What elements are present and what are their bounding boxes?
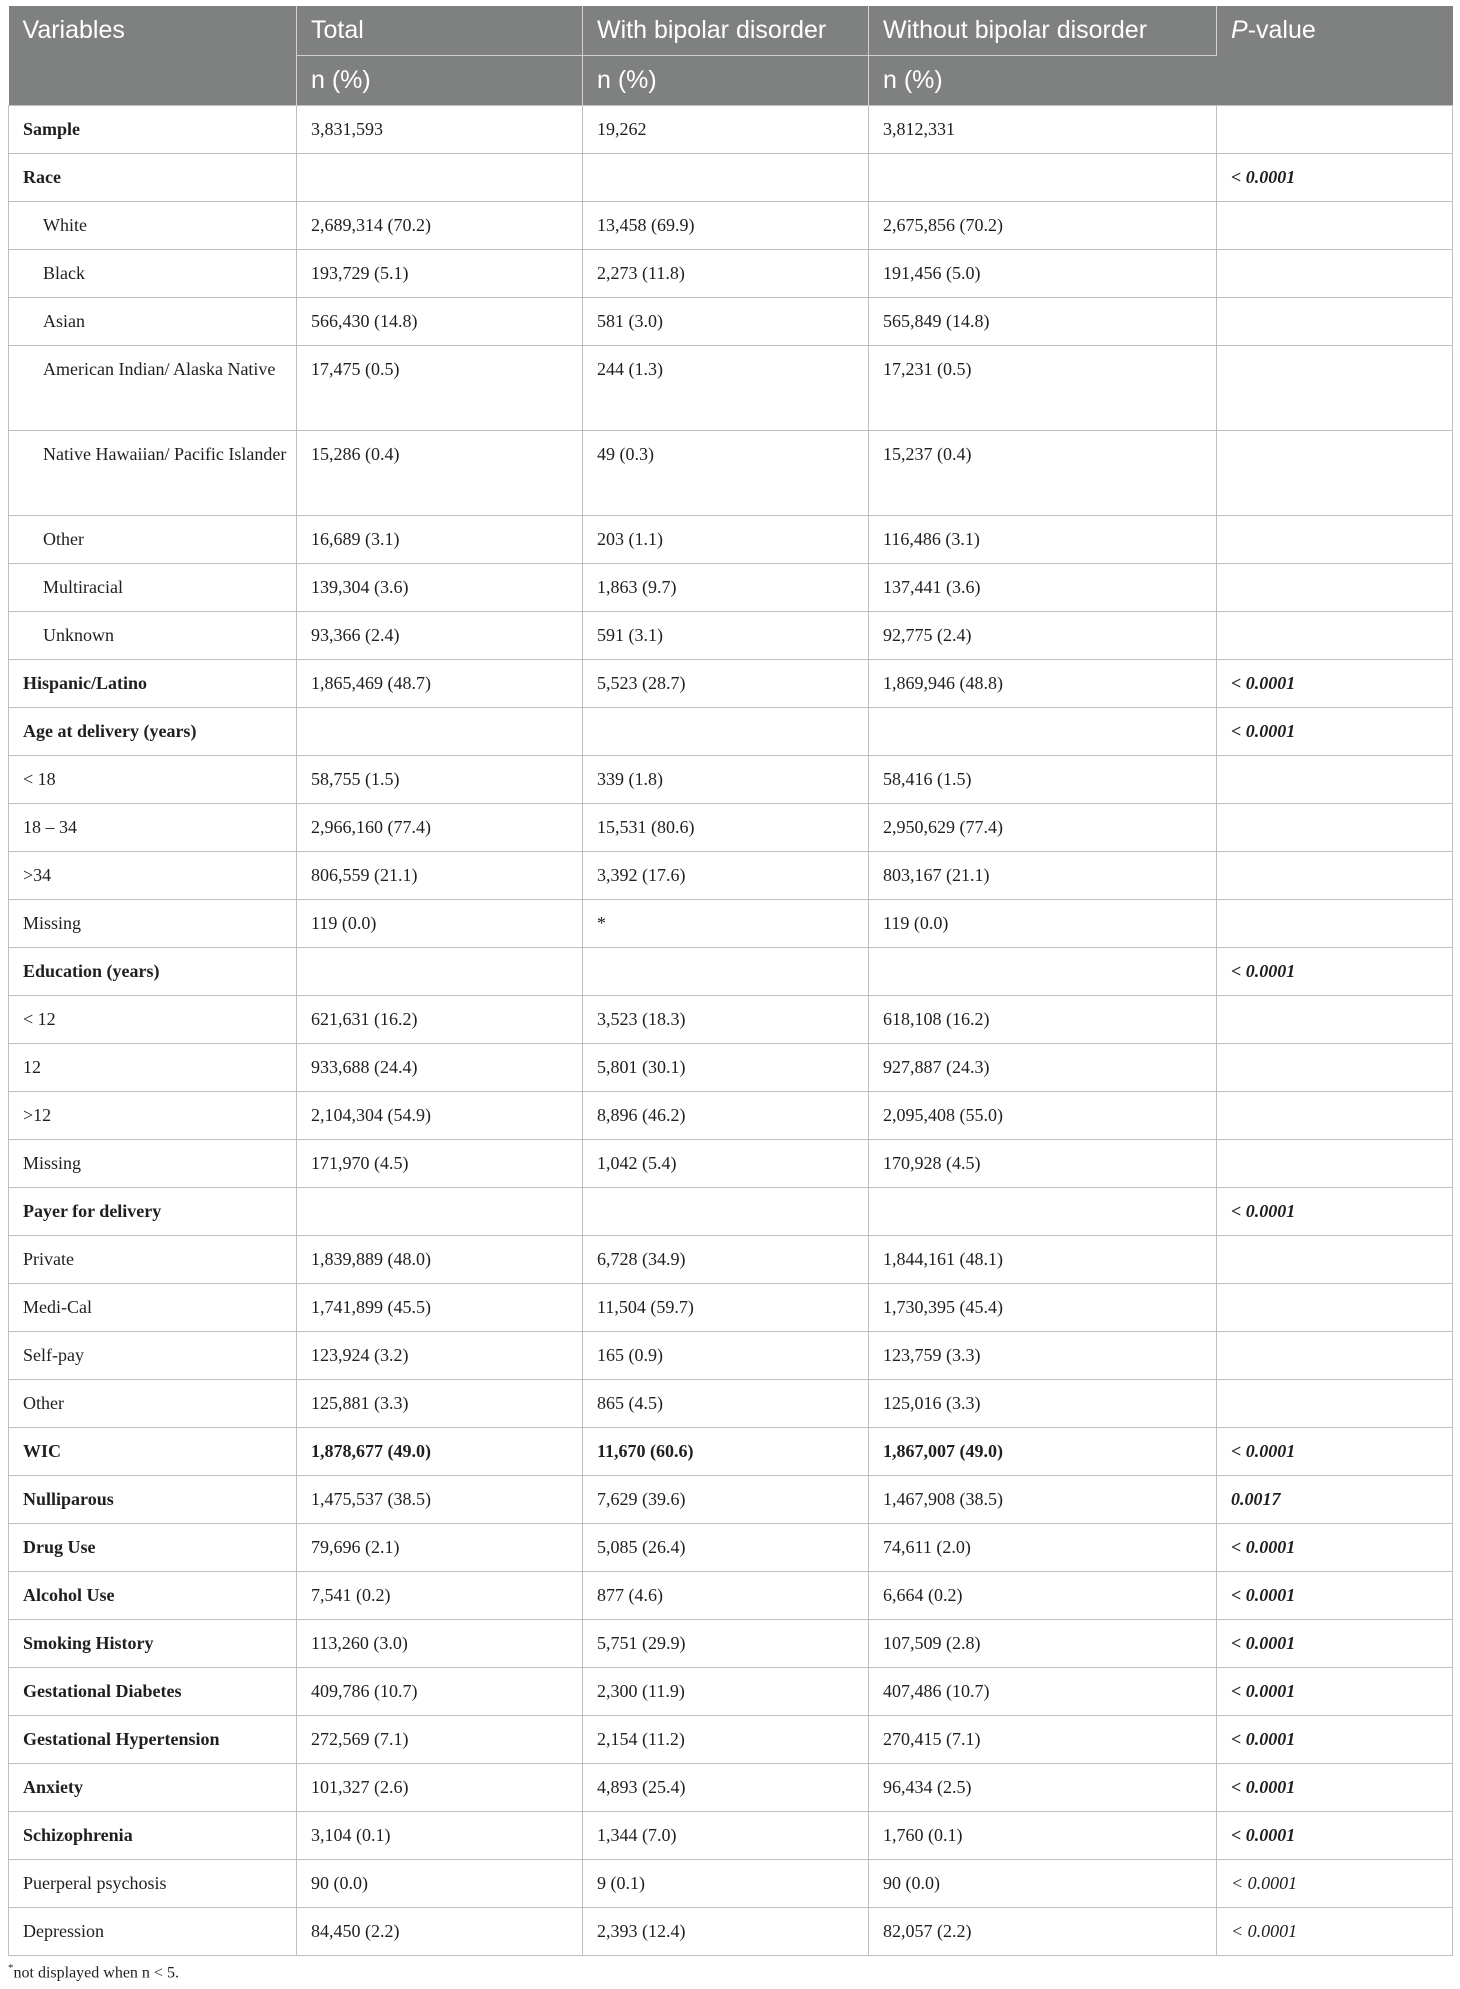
cell-total: 933,688 (24.4) — [297, 1044, 583, 1092]
cell-total: 806,559 (21.1) — [297, 852, 583, 900]
cell-total: 171,970 (4.5) — [297, 1140, 583, 1188]
cell-with-bipolar: 5,523 (28.7) — [583, 660, 869, 708]
table-row — [9, 1332, 1453, 1380]
cell-without-bipolar: 82,057 (2.2) — [869, 1908, 1217, 1956]
cell-variable: Self-pay — [9, 1332, 297, 1380]
cell-variable: Gestational Diabetes — [9, 1668, 297, 1716]
cell-p-value — [1217, 346, 1453, 431]
table-row — [9, 996, 1453, 1044]
cell-p-value — [1217, 298, 1453, 346]
cell-variable: Other — [9, 1380, 297, 1428]
cell-without-bipolar: 2,950,629 (77.4) — [869, 804, 1217, 852]
cell-with-bipolar: 13,458 (69.9) — [583, 202, 869, 250]
cell-without-bipolar — [869, 948, 1217, 996]
cell-variable: Missing — [9, 900, 297, 948]
cell-total: 272,569 (7.1) — [297, 1716, 583, 1764]
cell-p-value — [1217, 1236, 1453, 1284]
cell-with-bipolar: 877 (4.6) — [583, 1572, 869, 1620]
cell-variable: Education (years) — [9, 948, 297, 996]
cell-without-bipolar: 191,456 (5.0) — [869, 250, 1217, 298]
cell-total: 1,839,889 (48.0) — [297, 1236, 583, 1284]
header-variables: Variables — [9, 6, 297, 106]
table-header — [9, 6, 1453, 106]
cell-total: 113,260 (3.0) — [297, 1620, 583, 1668]
header-p-value — [1217, 6, 1453, 106]
table-row — [9, 1908, 1453, 1956]
cell-total: 3,831,593 — [297, 106, 583, 154]
cell-p-value — [1217, 804, 1453, 852]
table-row — [9, 154, 1453, 202]
cell-variable: Hispanic/Latino — [9, 660, 297, 708]
cell-with-bipolar — [583, 154, 869, 202]
cell-p-value: < 0.0001 — [1217, 1620, 1453, 1668]
cell-total: 123,924 (3.2) — [297, 1332, 583, 1380]
cell-variable: 12 — [9, 1044, 297, 1092]
table-row — [9, 756, 1453, 804]
table-row — [9, 852, 1453, 900]
cell-with-bipolar — [583, 708, 869, 756]
cell-without-bipolar — [869, 708, 1217, 756]
cell-without-bipolar: 74,611 (2.0) — [869, 1524, 1217, 1572]
header-without-bipolar: Without bipolar disorder — [869, 6, 1217, 56]
cell-without-bipolar: 1,867,007 (49.0) — [869, 1428, 1217, 1476]
cell-with-bipolar: 165 (0.9) — [583, 1332, 869, 1380]
table-row — [9, 1812, 1453, 1860]
footnote — [8, 1962, 1452, 1982]
cell-with-bipolar — [583, 948, 869, 996]
cell-with-bipolar: 581 (3.0) — [583, 298, 869, 346]
cell-with-bipolar: 2,154 (11.2) — [583, 1716, 869, 1764]
cell-variable: Schizophrenia — [9, 1812, 297, 1860]
table-row — [9, 1044, 1453, 1092]
cell-total: 2,966,160 (77.4) — [297, 804, 583, 852]
cell-variable: Unknown — [9, 612, 297, 660]
table-row — [9, 1860, 1453, 1908]
cell-p-value — [1217, 1284, 1453, 1332]
table-row — [9, 804, 1453, 852]
cell-without-bipolar: 3,812,331 — [869, 106, 1217, 154]
cell-p-value — [1217, 1380, 1453, 1428]
table-row — [9, 1236, 1453, 1284]
cell-variable: Drug Use — [9, 1524, 297, 1572]
cell-without-bipolar: 92,775 (2.4) — [869, 612, 1217, 660]
cell-total: 409,786 (10.7) — [297, 1668, 583, 1716]
cell-variable: Private — [9, 1236, 297, 1284]
cell-variable: American Indian/ Alaska Native — [9, 346, 297, 431]
cell-with-bipolar: 4,893 (25.4) — [583, 1764, 869, 1812]
table-row — [9, 612, 1453, 660]
cell-p-value — [1217, 996, 1453, 1044]
cell-p-value — [1217, 756, 1453, 804]
cell-total: 1,475,537 (38.5) — [297, 1476, 583, 1524]
cell-p-value: < 0.0001 — [1217, 708, 1453, 756]
cell-p-value: < 0.0001 — [1217, 1428, 1453, 1476]
cell-with-bipolar: 244 (1.3) — [583, 346, 869, 431]
cell-p-value — [1217, 1332, 1453, 1380]
cell-with-bipolar: 6,728 (34.9) — [583, 1236, 869, 1284]
cell-total: 58,755 (1.5) — [297, 756, 583, 804]
cell-variable: < 18 — [9, 756, 297, 804]
cell-without-bipolar: 270,415 (7.1) — [869, 1716, 1217, 1764]
cell-variable: Alcohol Use — [9, 1572, 297, 1620]
cell-p-value: < 0.0001 — [1217, 948, 1453, 996]
cell-without-bipolar: 119 (0.0) — [869, 900, 1217, 948]
cell-without-bipolar: 1,844,161 (48.1) — [869, 1236, 1217, 1284]
cell-with-bipolar: 3,523 (18.3) — [583, 996, 869, 1044]
cell-without-bipolar: 125,016 (3.3) — [869, 1380, 1217, 1428]
cell-without-bipolar: 1,467,908 (38.5) — [869, 1476, 1217, 1524]
cell-variable: Race — [9, 154, 297, 202]
cell-p-value — [1217, 1092, 1453, 1140]
cell-without-bipolar: 407,486 (10.7) — [869, 1668, 1217, 1716]
cell-total: 193,729 (5.1) — [297, 250, 583, 298]
cell-total: 3,104 (0.1) — [297, 1812, 583, 1860]
cell-p-value: < 0.0001 — [1217, 1188, 1453, 1236]
cell-total — [297, 708, 583, 756]
table-body — [9, 106, 1453, 1956]
cell-with-bipolar: 2,273 (11.8) — [583, 250, 869, 298]
cell-total: 119 (0.0) — [297, 900, 583, 948]
cell-with-bipolar: 591 (3.1) — [583, 612, 869, 660]
table-row — [9, 1140, 1453, 1188]
cell-total — [297, 948, 583, 996]
cell-with-bipolar: 1,863 (9.7) — [583, 564, 869, 612]
cell-total: 7,541 (0.2) — [297, 1572, 583, 1620]
table-row — [9, 431, 1453, 516]
cell-variable: Depression — [9, 1908, 297, 1956]
table-row — [9, 202, 1453, 250]
cell-total: 621,631 (16.2) — [297, 996, 583, 1044]
cell-without-bipolar — [869, 154, 1217, 202]
cell-p-value — [1217, 202, 1453, 250]
cell-p-value: < 0.0001 — [1217, 1908, 1453, 1956]
header-total: Total — [297, 6, 583, 56]
cell-total: 15,286 (0.4) — [297, 431, 583, 516]
table-row — [9, 1572, 1453, 1620]
cell-variable: Smoking History — [9, 1620, 297, 1668]
table-row — [9, 1380, 1453, 1428]
footnote-text: not displayed when n < 5. — [13, 1964, 179, 1982]
table-row — [9, 660, 1453, 708]
header-unit-total: n (%) — [297, 56, 583, 106]
cell-p-value — [1217, 1140, 1453, 1188]
cell-variable: Gestational Hypertension — [9, 1716, 297, 1764]
cell-total: 16,689 (3.1) — [297, 516, 583, 564]
cell-variable: Missing — [9, 1140, 297, 1188]
table-row — [9, 1188, 1453, 1236]
table-row — [9, 346, 1453, 431]
cell-with-bipolar: 9 (0.1) — [583, 1860, 869, 1908]
cell-p-value: < 0.0001 — [1217, 1812, 1453, 1860]
cell-variable: Black — [9, 250, 297, 298]
cell-total: 1,878,677 (49.0) — [297, 1428, 583, 1476]
cell-variable: >12 — [9, 1092, 297, 1140]
footnote-mark: * — [8, 1962, 14, 1974]
demographics-table — [8, 6, 1453, 1956]
cell-p-value — [1217, 852, 1453, 900]
cell-p-value — [1217, 564, 1453, 612]
cell-without-bipolar — [869, 1188, 1217, 1236]
cell-with-bipolar: 11,670 (60.6) — [583, 1428, 869, 1476]
cell-with-bipolar: 203 (1.1) — [583, 516, 869, 564]
cell-variable: Nulliparous — [9, 1476, 297, 1524]
table-row — [9, 1668, 1453, 1716]
cell-total — [297, 154, 583, 202]
header-p-rest: -value — [1247, 16, 1316, 44]
cell-p-value — [1217, 900, 1453, 948]
cell-without-bipolar: 58,416 (1.5) — [869, 756, 1217, 804]
cell-without-bipolar: 2,675,856 (70.2) — [869, 202, 1217, 250]
cell-variable: White — [9, 202, 297, 250]
cell-p-value: < 0.0001 — [1217, 1524, 1453, 1572]
cell-p-value — [1217, 1044, 1453, 1092]
cell-with-bipolar: 339 (1.8) — [583, 756, 869, 804]
cell-total: 566,430 (14.8) — [297, 298, 583, 346]
cell-total: 1,741,899 (45.5) — [297, 1284, 583, 1332]
cell-with-bipolar: 5,751 (29.9) — [583, 1620, 869, 1668]
cell-without-bipolar: 15,237 (0.4) — [869, 431, 1217, 516]
cell-with-bipolar: 7,629 (39.6) — [583, 1476, 869, 1524]
table-row — [9, 106, 1453, 154]
cell-p-value — [1217, 431, 1453, 516]
cell-without-bipolar: 170,928 (4.5) — [869, 1140, 1217, 1188]
cell-total: 79,696 (2.1) — [297, 1524, 583, 1572]
cell-with-bipolar: 5,801 (30.1) — [583, 1044, 869, 1092]
cell-with-bipolar: 2,393 (12.4) — [583, 1908, 869, 1956]
cell-total: 2,104,304 (54.9) — [297, 1092, 583, 1140]
table-row — [9, 250, 1453, 298]
cell-p-value: < 0.0001 — [1217, 154, 1453, 202]
cell-without-bipolar: 1,869,946 (48.8) — [869, 660, 1217, 708]
cell-variable: < 12 — [9, 996, 297, 1044]
cell-with-bipolar: 1,042 (5.4) — [583, 1140, 869, 1188]
cell-with-bipolar: 865 (4.5) — [583, 1380, 869, 1428]
table-row — [9, 298, 1453, 346]
cell-without-bipolar: 1,730,395 (45.4) — [869, 1284, 1217, 1332]
cell-total — [297, 1188, 583, 1236]
cell-without-bipolar: 17,231 (0.5) — [869, 346, 1217, 431]
table-row — [9, 1476, 1453, 1524]
cell-with-bipolar: 11,504 (59.7) — [583, 1284, 869, 1332]
cell-p-value — [1217, 250, 1453, 298]
table-row — [9, 708, 1453, 756]
table-row — [9, 1284, 1453, 1332]
cell-without-bipolar: 6,664 (0.2) — [869, 1572, 1217, 1620]
cell-variable: Payer for delivery — [9, 1188, 297, 1236]
cell-p-value — [1217, 516, 1453, 564]
cell-p-value: < 0.0001 — [1217, 1860, 1453, 1908]
cell-with-bipolar: 8,896 (46.2) — [583, 1092, 869, 1140]
table-row — [9, 900, 1453, 948]
cell-variable: Native Hawaiian/ Pacific Islander — [9, 431, 297, 516]
cell-variable: Age at delivery (years) — [9, 708, 297, 756]
cell-variable: >34 — [9, 852, 297, 900]
cell-with-bipolar — [583, 1188, 869, 1236]
cell-p-value: < 0.0001 — [1217, 1572, 1453, 1620]
cell-without-bipolar: 1,760 (0.1) — [869, 1812, 1217, 1860]
cell-variable: Asian — [9, 298, 297, 346]
table-row — [9, 1428, 1453, 1476]
cell-variable: Medi-Cal — [9, 1284, 297, 1332]
table-row — [9, 1620, 1453, 1668]
cell-with-bipolar: 15,531 (80.6) — [583, 804, 869, 852]
cell-total: 125,881 (3.3) — [297, 1380, 583, 1428]
cell-total: 90 (0.0) — [297, 1860, 583, 1908]
table-row — [9, 948, 1453, 996]
cell-variable: WIC — [9, 1428, 297, 1476]
table-row — [9, 1716, 1453, 1764]
cell-with-bipolar: * — [583, 900, 869, 948]
cell-without-bipolar: 618,108 (16.2) — [869, 996, 1217, 1044]
cell-p-value: 0.0017 — [1217, 1476, 1453, 1524]
cell-variable: Puerperal psychosis — [9, 1860, 297, 1908]
cell-p-value — [1217, 106, 1453, 154]
table-row — [9, 1764, 1453, 1812]
header-unit-with: n (%) — [583, 56, 869, 106]
cell-without-bipolar: 565,849 (14.8) — [869, 298, 1217, 346]
cell-variable: Other — [9, 516, 297, 564]
cell-total: 84,450 (2.2) — [297, 1908, 583, 1956]
cell-variable: 18 – 34 — [9, 804, 297, 852]
cell-without-bipolar: 2,095,408 (55.0) — [869, 1092, 1217, 1140]
cell-without-bipolar: 107,509 (2.8) — [869, 1620, 1217, 1668]
cell-without-bipolar: 803,167 (21.1) — [869, 852, 1217, 900]
cell-p-value: < 0.0001 — [1217, 1716, 1453, 1764]
table-row — [9, 1092, 1453, 1140]
cell-p-value: < 0.0001 — [1217, 1668, 1453, 1716]
cell-variable: Multiracial — [9, 564, 297, 612]
table-container — [8, 6, 1452, 1982]
cell-with-bipolar: 3,392 (17.6) — [583, 852, 869, 900]
cell-total: 17,475 (0.5) — [297, 346, 583, 431]
table-row — [9, 516, 1453, 564]
cell-total: 139,304 (3.6) — [297, 564, 583, 612]
cell-with-bipolar: 49 (0.3) — [583, 431, 869, 516]
cell-without-bipolar: 137,441 (3.6) — [869, 564, 1217, 612]
cell-without-bipolar: 927,887 (24.3) — [869, 1044, 1217, 1092]
cell-total: 2,689,314 (70.2) — [297, 202, 583, 250]
header-with-bipolar: With bipolar disorder — [583, 6, 869, 56]
cell-p-value — [1217, 612, 1453, 660]
cell-total: 1,865,469 (48.7) — [297, 660, 583, 708]
cell-with-bipolar: 19,262 — [583, 106, 869, 154]
table-row — [9, 1524, 1453, 1572]
cell-with-bipolar: 1,344 (7.0) — [583, 1812, 869, 1860]
header-unit-without: n (%) — [869, 56, 1217, 106]
cell-without-bipolar: 96,434 (2.5) — [869, 1764, 1217, 1812]
cell-with-bipolar: 5,085 (26.4) — [583, 1524, 869, 1572]
cell-without-bipolar: 123,759 (3.3) — [869, 1332, 1217, 1380]
cell-variable: Sample — [9, 106, 297, 154]
cell-variable: Anxiety — [9, 1764, 297, 1812]
cell-without-bipolar: 90 (0.0) — [869, 1860, 1217, 1908]
cell-p-value: < 0.0001 — [1217, 1764, 1453, 1812]
header-p-italic: P — [1231, 16, 1248, 44]
cell-with-bipolar: 2,300 (11.9) — [583, 1668, 869, 1716]
cell-total: 93,366 (2.4) — [297, 612, 583, 660]
cell-total: 101,327 (2.6) — [297, 1764, 583, 1812]
table-row — [9, 564, 1453, 612]
cell-p-value: < 0.0001 — [1217, 660, 1453, 708]
cell-without-bipolar: 116,486 (3.1) — [869, 516, 1217, 564]
